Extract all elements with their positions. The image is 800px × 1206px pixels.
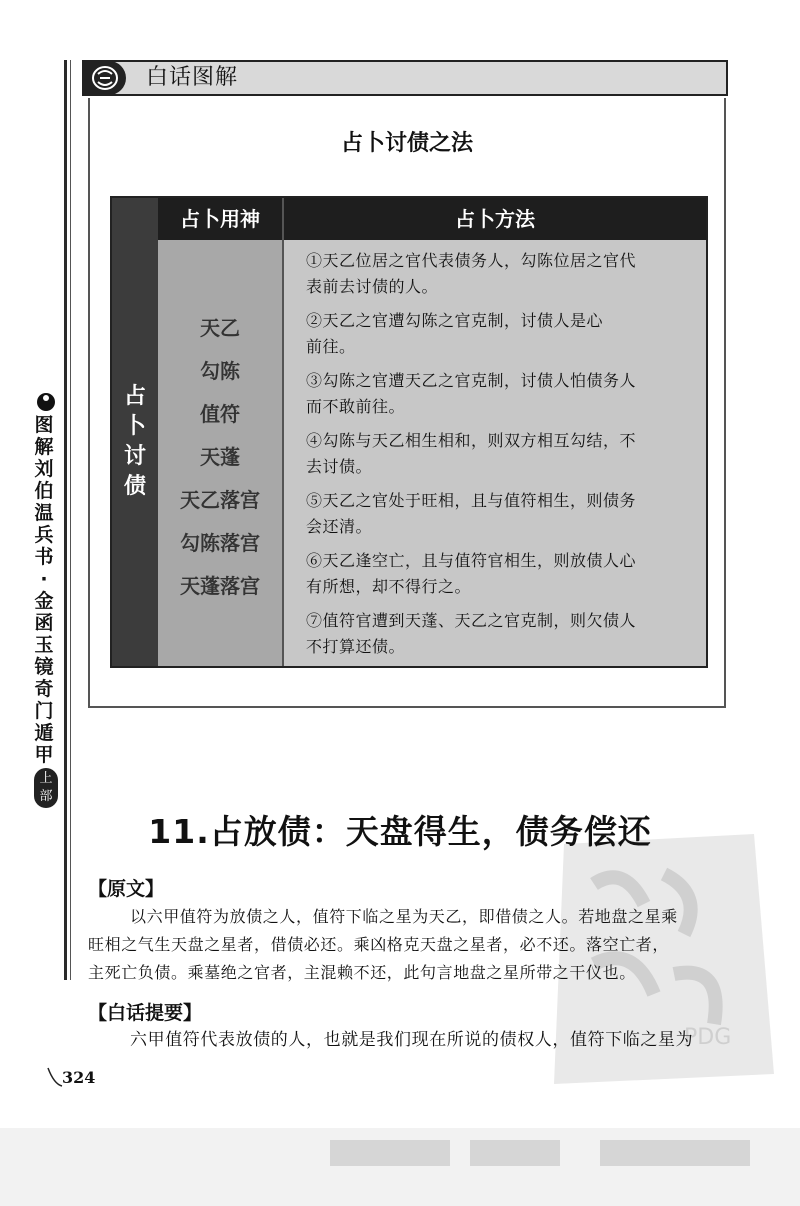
god-label: 天乙 xyxy=(200,316,240,340)
header-emblem xyxy=(84,61,126,95)
scroll-emblem-icon xyxy=(90,64,120,92)
method-item: ⑥天乙逢空亡，且与值符官相生，则放债人心 有所想，却不得行之。 xyxy=(306,551,637,596)
summary-line: 六甲值符代表放债的人，也就是我们现在所说的债权人，值符下临之星为 xyxy=(130,1030,694,1050)
method-item: ⑤天乙之官处于旺相，且与值符相生，则债务 会还清。 xyxy=(306,491,637,536)
table-side-label: 占 卜 讨 债 xyxy=(123,384,146,499)
scan-artifact xyxy=(330,1140,450,1166)
original-line: 以六甲值符为放债之人，值符下临之星为天乙，即借债之人。若地盘之星乘 xyxy=(130,907,678,926)
table-header-methods: 占卜方法 xyxy=(455,207,535,231)
header-title: 白话图解 xyxy=(146,65,239,90)
method-item: ③勾陈之官遭天乙之官克制，讨债人怕债务人 而不敢前往。 xyxy=(306,371,637,416)
original-label: 【原文】 xyxy=(88,878,165,900)
scan-artifact xyxy=(470,1140,560,1166)
figure-title: 占卜讨债之法 xyxy=(340,131,473,156)
god-label: 勾陈 xyxy=(200,359,240,383)
method-item: ①天乙位居之官代表债务人，勾陈位居之官代 表前去讨债的人。 xyxy=(306,251,637,296)
god-label: 天乙落宫 xyxy=(180,488,260,512)
spine-title: 图 解 刘 伯 温 兵 书 · 金 函 玉 镜 奇 门 遁 甲 xyxy=(34,414,54,766)
table-header-gods: 占卜用神 xyxy=(180,207,260,231)
summary-label: 【白话提要】 xyxy=(88,1002,203,1024)
god-label: 天蓬落宫 xyxy=(180,574,260,598)
god-label: 勾陈落宫 xyxy=(180,531,260,555)
page-number: 324 xyxy=(62,1068,96,1087)
god-label: 天蓬 xyxy=(200,445,240,469)
volume-badge: 上 部 xyxy=(34,768,58,808)
scan-artifact xyxy=(600,1140,750,1166)
seal-watermark-text: PDG xyxy=(684,1025,732,1050)
section-title: 11.占放债：天盘得生，债务偿还 xyxy=(148,812,652,851)
original-line: 旺相之气生天盘之星者，借债必还。乘凶格克天盘之星者，必不还。落空亡者， xyxy=(88,935,670,954)
method-item: ④勾陈与天乙相生相和，则双方相互勾结，不 去讨债。 xyxy=(306,431,637,476)
yin-yang-icon xyxy=(36,392,56,412)
method-item: ⑦值符官遭到天蓬、天乙之官克制，则欠债人 不打算还债。 xyxy=(306,611,637,656)
table-column-divider xyxy=(282,198,284,666)
god-label: 值符 xyxy=(200,402,240,426)
original-line: 主死亡负债。乘墓绝之官者，主混赖不还，此句言地盘之星所带之干仪也。 xyxy=(88,963,636,982)
method-item: ②天乙之官遭勾陈之官克制，讨债人是心 前往。 xyxy=(306,311,604,356)
